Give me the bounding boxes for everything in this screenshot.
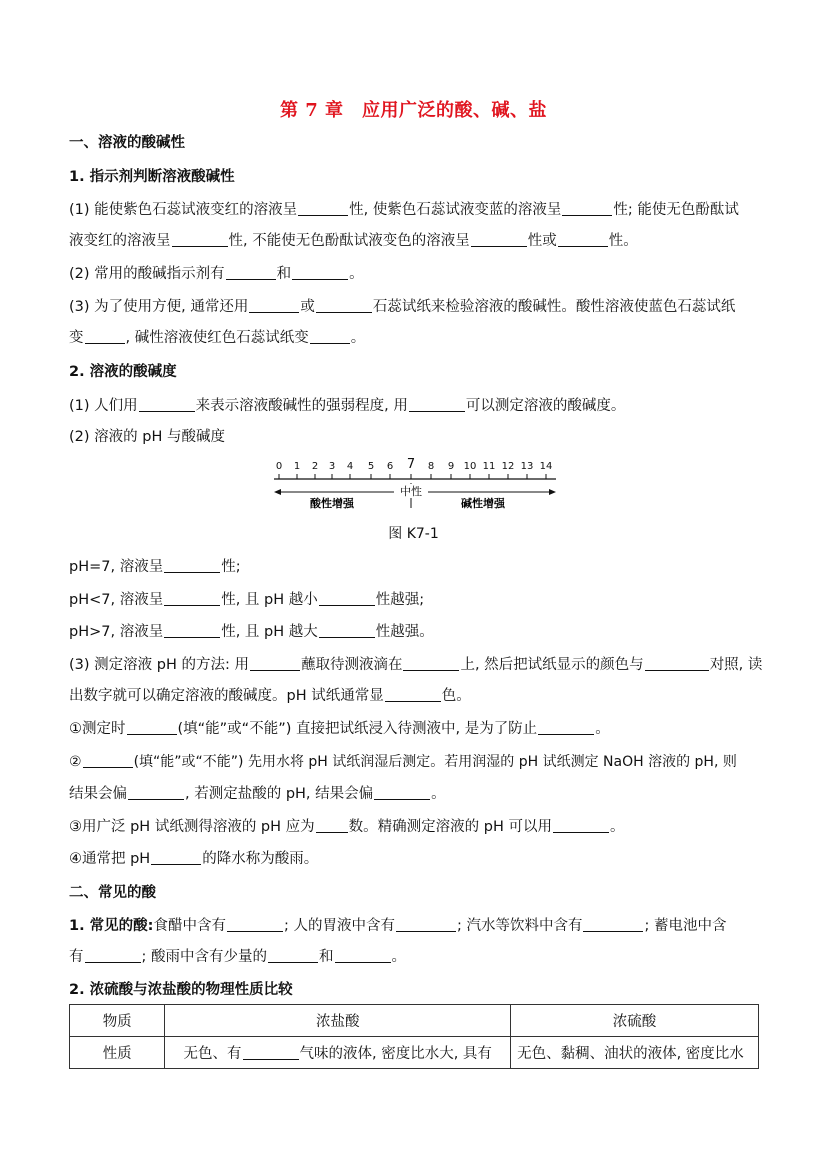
text-line: pH<7, 溶液呈 性, 且 pH 越小 性越强;	[69, 592, 425, 608]
table-header-cell: 浓硫酸	[511, 1005, 759, 1037]
text-line: pH=7, 溶液呈 性;	[69, 559, 241, 575]
answer-blank[interactable]	[85, 329, 125, 344]
text-line: 1. 常见的酸:食醋中含有 ; 人的胃液中含有 ; 汽水等饮料中含有 ; 蓄电池中含	[69, 918, 727, 934]
answer-blank[interactable]	[226, 265, 276, 280]
subsection-heading: 1. 指示剂判断溶液酸碱性	[69, 169, 235, 185]
ph-scale-figure	[270, 452, 560, 516]
answer-blank[interactable]	[127, 720, 177, 735]
answer-blank[interactable]	[250, 656, 300, 671]
ph-tick-label: 5	[367, 461, 375, 472]
ph-tick-label: 8	[427, 461, 435, 472]
table-header-cell: 物质	[70, 1005, 165, 1037]
answer-blank[interactable]	[409, 397, 465, 412]
answer-blank[interactable]	[319, 623, 375, 638]
text-line: ② (填“能”或“不能”) 先用水将 pH 试纸润湿后测定。若用润湿的 pH 试纸测定 NaOH 溶液的 pH, 则	[69, 754, 737, 770]
table-cell: 无色、有 气味的液体, 密度比水大, 具有	[165, 1037, 511, 1069]
chapter-title: 第 7 章 应用广泛的酸、碱、盐	[279, 100, 548, 121]
neutral-label: 中性	[400, 485, 422, 498]
table-cell: 无色、黏稠、油状的液体, 密度比水	[511, 1037, 759, 1069]
answer-blank[interactable]	[403, 656, 459, 671]
figure-caption: 图 K7-1	[388, 526, 439, 542]
text-line: (2) 溶液的 pH 与酸碱度	[69, 429, 225, 445]
comparison-table	[69, 1004, 759, 1069]
answer-blank[interactable]	[85, 948, 141, 963]
acid-arrowhead	[274, 489, 281, 495]
answer-blank[interactable]	[553, 818, 609, 833]
acid-label: 酸性增强	[310, 497, 354, 510]
text-line: (3) 测定溶液 pH 的方法: 用 蘸取待测液滴在 上, 然后把试纸显示的颜色与 对照, 读	[69, 657, 763, 673]
ph-tick-label: 11	[482, 461, 496, 472]
ph-tick-label: 9	[447, 461, 455, 472]
subsection-heading: 2. 浓硫酸与浓盐酸的物理性质比较	[69, 982, 293, 998]
answer-blank[interactable]	[139, 397, 195, 412]
ph-tick-label: 6	[386, 461, 394, 472]
answer-blank[interactable]	[268, 948, 318, 963]
text-line: 变 , 碱性溶液使红色石蕊试纸变 。	[69, 330, 366, 346]
ph-tick-label-neutral: 7	[406, 457, 416, 472]
section-heading: 二、常见的酸	[69, 885, 156, 901]
answer-blank[interactable]	[335, 948, 391, 963]
answer-blank[interactable]	[243, 1045, 299, 1060]
text-line: (1) 能使紫色石蕊试液变红的溶液呈 性, 使紫色石蕊试液变蓝的溶液呈 性; 能使无色酚酞试	[69, 202, 739, 218]
answer-blank[interactable]	[396, 917, 456, 932]
answer-blank[interactable]	[316, 818, 348, 833]
section-heading: 一、溶液的酸碱性	[69, 135, 185, 151]
answer-blank[interactable]	[164, 558, 220, 573]
text-line: ③用广泛 pH 试纸测得溶液的 pH 应为 数。精确测定溶液的 pH 可以用 。	[69, 819, 625, 835]
answer-blank[interactable]	[471, 232, 527, 247]
answer-blank[interactable]	[172, 232, 228, 247]
ph-tick-label: 13	[520, 461, 534, 472]
table-cell: 性质	[70, 1037, 165, 1069]
text-line: 液变红的溶液呈 性, 不能使无色酚酞试液变色的溶液呈 性或 性。	[69, 233, 638, 249]
answer-blank[interactable]	[583, 917, 643, 932]
answer-blank[interactable]	[227, 917, 283, 932]
ph-tick-label: 12	[501, 461, 515, 472]
base-label: 碱性增强	[461, 497, 505, 510]
ph-tick-label: 3	[328, 461, 336, 472]
answer-blank[interactable]	[83, 753, 133, 768]
answer-blank[interactable]	[319, 591, 375, 606]
answer-blank[interactable]	[385, 687, 441, 702]
ph-tick-label: 4	[346, 461, 354, 472]
answer-blank[interactable]	[562, 201, 612, 216]
subsection-heading: 2. 溶液的酸碱度	[69, 364, 177, 380]
ph-tick-label: 2	[311, 461, 319, 472]
answer-blank[interactable]	[128, 785, 184, 800]
answer-blank[interactable]	[316, 298, 372, 313]
answer-blank[interactable]	[310, 329, 350, 344]
ph-tick-label: 14	[539, 461, 553, 472]
text-line: (2) 常用的酸碱指示剂有 和 。	[69, 266, 364, 282]
text-line: 出数字就可以确定溶液的酸碱度。pH 试纸通常显 色。	[69, 688, 471, 704]
answer-blank[interactable]	[538, 720, 594, 735]
answer-blank[interactable]	[151, 850, 201, 865]
text-line: (1) 人们用 来表示溶液酸碱性的强弱程度, 用 可以测定溶液的酸碱度。	[69, 398, 626, 414]
answer-blank[interactable]	[164, 623, 220, 638]
text-line: ④通常把 pH 的降水称为酸雨。	[69, 851, 319, 867]
table-header-cell: 浓盐酸	[165, 1005, 511, 1037]
answer-blank[interactable]	[558, 232, 608, 247]
answer-blank[interactable]	[249, 298, 299, 313]
text-line: 有 ; 酸雨中含有少量的 和 。	[69, 949, 406, 965]
answer-blank[interactable]	[645, 656, 709, 671]
table-row	[70, 1037, 759, 1069]
answer-blank[interactable]	[298, 201, 348, 216]
ph-tick-label: 0	[275, 461, 283, 472]
text-line: pH>7, 溶液呈 性, 且 pH 越大 性越强。	[69, 624, 434, 640]
ph-tick-label: 1	[293, 461, 301, 472]
answer-blank[interactable]	[292, 265, 348, 280]
answer-blank[interactable]	[164, 591, 220, 606]
table-row	[70, 1005, 759, 1037]
ph-tick-label: 10	[463, 461, 477, 472]
text-line: ①测定时 (填“能”或“不能”) 直接把试纸浸入待测液中, 是为了防止 。	[69, 721, 610, 737]
base-arrowhead	[549, 489, 556, 495]
answer-blank[interactable]	[374, 785, 430, 800]
text-line: (3) 为了使用方便, 通常还用 或 石蕊试纸来检验溶液的酸碱性。酸性溶液使蓝色石蕊试纸	[69, 299, 736, 315]
text-line: 结果会偏 , 若测定盐酸的 pH, 结果会偏 。	[69, 786, 446, 802]
